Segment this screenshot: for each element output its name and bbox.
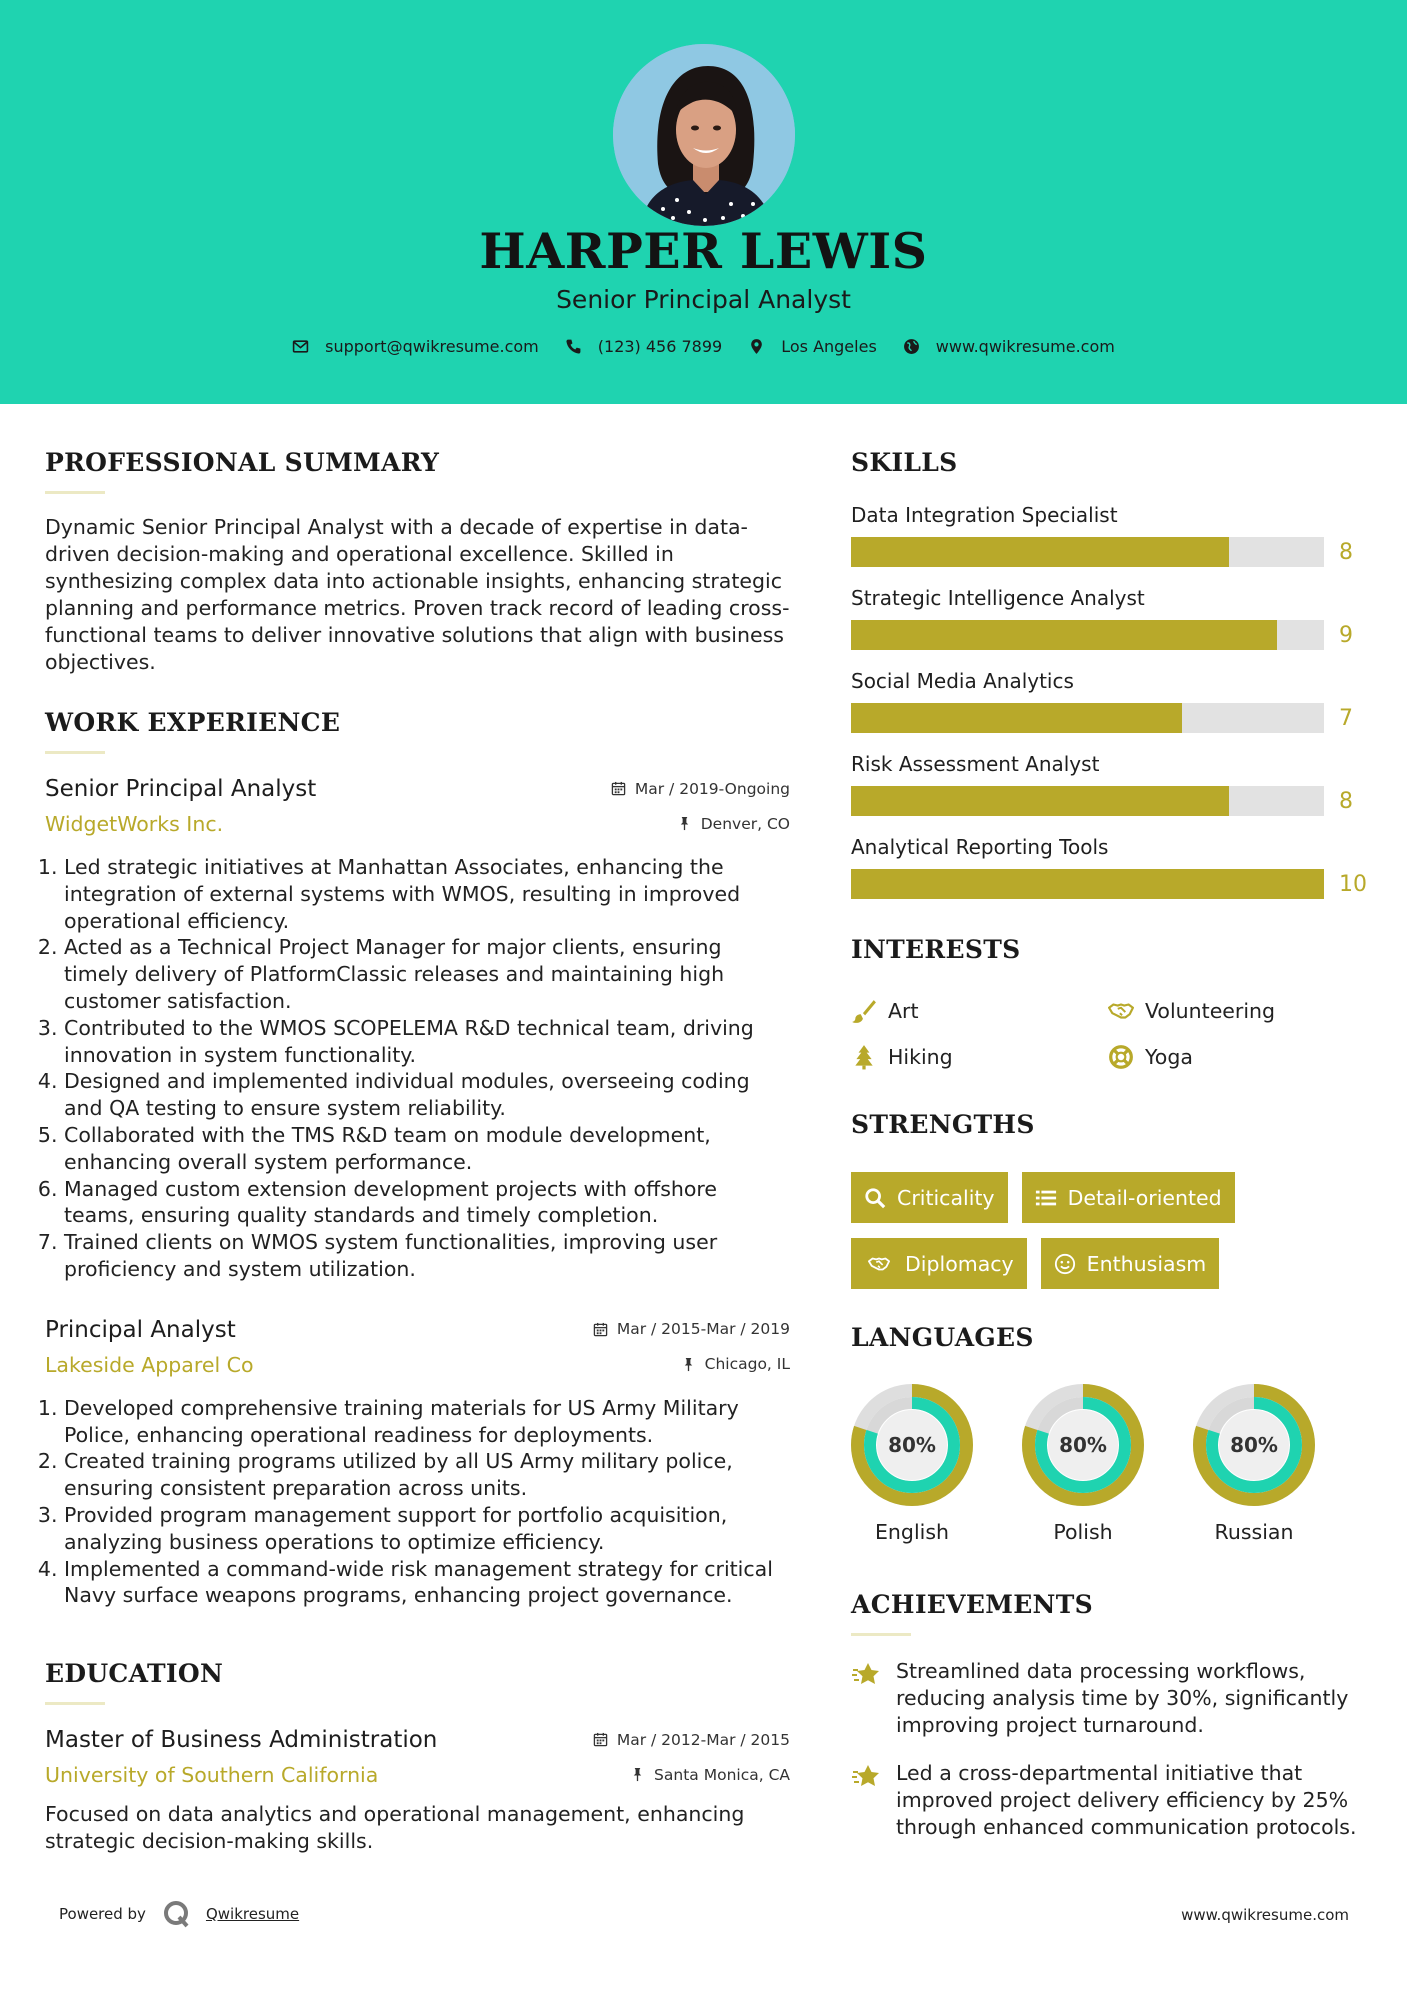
company-name: Lakeside Apparel Co [45, 1352, 254, 1377]
interests-grid [851, 998, 1371, 1070]
bullet-item: 3. Provided program management support for portfolio acquisition, analyzing business operations to optimize efficiency. [64, 1502, 790, 1556]
resume-header [0, 0, 1407, 404]
languages-list [851, 1384, 1371, 1544]
language-item [1193, 1384, 1364, 1544]
skill-item [851, 586, 1371, 650]
search-icon [864, 1187, 886, 1209]
skill-name: Analytical Reporting Tools [851, 835, 1109, 859]
interest-item [851, 1044, 1108, 1070]
experience-heading: WORK EXPERIENCE [45, 708, 341, 737]
strength-tag [851, 1172, 1008, 1223]
left-column [45, 448, 790, 1854]
contact-location [748, 337, 877, 356]
job-entry [45, 776, 790, 1283]
heading-divider [851, 1633, 911, 1636]
smile-icon [1054, 1253, 1076, 1275]
skill-bar-fill [851, 786, 1229, 816]
skill-bar-fill [851, 537, 1229, 567]
skill-bar-fill [851, 869, 1324, 899]
skill-bar-track [851, 703, 1324, 733]
language-percent: 80% [1230, 1433, 1278, 1457]
education-section [45, 1659, 790, 1854]
education-description: Focused on data analytics and operational management, enhancing strategic decision-making skills. [45, 1802, 745, 1853]
qwikresume-logo-icon [161, 1899, 191, 1929]
website-text: www.qwikresume.com [935, 337, 1115, 356]
candidate-name: HARPER LEWIS [479, 222, 928, 280]
globe-icon [903, 338, 920, 355]
skill-name: Social Media Analytics [851, 669, 1074, 693]
strength-tags [851, 1172, 1371, 1304]
interest-label: Yoga [1145, 1045, 1193, 1069]
phone-text: (123) 456 7899 [597, 337, 723, 356]
language-percent: 80% [888, 1433, 936, 1457]
education-heading: EDUCATION [45, 1659, 224, 1689]
candidate-title: Senior Principal Analyst [556, 285, 851, 314]
calendar-icon [593, 1732, 608, 1747]
bullet-item: 4. Designed and implemented individual modules, overseeing coding and QA testing to ensure system reliability. [64, 1068, 790, 1122]
handshake-icon [1108, 998, 1134, 1024]
tree-icon [851, 1044, 877, 1070]
handshake-icon [864, 1253, 894, 1275]
languages-section [851, 1323, 1371, 1544]
skill-bar-fill [851, 703, 1182, 733]
pushpin-icon [630, 1767, 645, 1782]
skill-level: 8 [1339, 539, 1353, 565]
calendar-icon [593, 1322, 608, 1337]
achievement-text: Led a cross-departmental initiative that improved project delivery efficiency by 25% through enhanced communication protocols. [896, 1761, 1357, 1839]
skill-item [851, 752, 1371, 816]
interest-item [851, 998, 1108, 1024]
bullet-item: 7. Trained clients on WMOS system functionalities, improving user proficiency and system utilization. [64, 1229, 790, 1283]
skill-row [851, 786, 1371, 816]
job-dates [611, 780, 790, 798]
bullet-item: 3. Contributed to the WMOS SCOPELEMA R&D technical team, driving innovation in system functionality. [64, 1015, 790, 1069]
strengths-heading: STRENGTHS [851, 1110, 1035, 1139]
skill-row [851, 703, 1371, 733]
job-location [677, 815, 790, 833]
skill-level: 10 [1339, 871, 1367, 897]
strength-tag [851, 1238, 1027, 1289]
experience-section [45, 708, 790, 1609]
phone-icon [565, 338, 582, 355]
map-pin-icon [748, 338, 765, 355]
job-location-text: Chicago, IL [704, 1355, 790, 1374]
education-dates-text: Mar / 2012-Mar / 2015 [616, 1730, 790, 1749]
summary-heading: PROFESSIONAL SUMMARY [45, 448, 440, 477]
job-dates-text: Mar / 2015-Mar / 2019 [616, 1320, 790, 1339]
email-text: support@qwikresume.com [325, 337, 539, 356]
language-item [1022, 1384, 1193, 1544]
job-title: Senior Principal Analyst [45, 776, 317, 802]
bullet-item: 2. Acted as a Technical Project Manager for major clients, ensuring timely delivery of PlatformClassic releases and maintaining high customer satisfaction. [64, 934, 790, 1014]
heading-divider [45, 1702, 105, 1705]
education-location [630, 1766, 790, 1784]
profile-photo [613, 44, 795, 226]
strength-label: Criticality [897, 1185, 995, 1210]
location-text: Los Angeles [781, 337, 877, 356]
footer-website[interactable]: www.qwikresume.com [1181, 1906, 1349, 1924]
language-percent: 80% [1059, 1433, 1107, 1457]
skill-name: Strategic Intelligence Analyst [851, 586, 1145, 610]
heading-divider [45, 491, 105, 494]
bullet-item: 1. Developed comprehensive training materials for US Army Military Police, enhancing operational readiness for deployments. [64, 1395, 790, 1449]
achievements-section [851, 1590, 1371, 1841]
interest-label: Volunteering [1145, 999, 1276, 1023]
skill-level: 7 [1339, 705, 1353, 731]
job-title: Principal Analyst [45, 1316, 236, 1343]
contact-website[interactable] [903, 337, 1115, 356]
skill-level: 8 [1339, 788, 1353, 814]
pushpin-icon [677, 816, 692, 831]
skills-section [851, 448, 1371, 899]
skills-list [851, 503, 1371, 899]
bullet-item: 6. Managed custom extension development projects with offshore teams, ensuring quality standards and timely completion. [64, 1176, 790, 1230]
paintbrush-icon [851, 998, 877, 1024]
education-entry [45, 1727, 790, 1854]
job-dates-text: Mar / 2019-Ongoing [634, 779, 790, 798]
skill-bar-fill [851, 620, 1277, 650]
bullet-item: 5. Collaborated with the TMS R&D team on module development, enhancing overall system performance. [64, 1122, 790, 1176]
skill-row [851, 869, 1371, 899]
achievement-item [851, 1760, 1371, 1840]
language-name: Russian [1214, 1520, 1294, 1544]
language-name: English [874, 1520, 950, 1544]
language-ring [851, 1384, 973, 1506]
skill-name: Risk Assessment Analyst [851, 752, 1100, 776]
star-badge-icon [851, 1762, 881, 1792]
bullet-item: 4. Implemented a command-wide risk management strategy for critical Navy surface weapons programs, enhancing project governance. [64, 1556, 790, 1610]
interest-label: Hiking [888, 1045, 953, 1069]
skill-bar-track [851, 869, 1324, 899]
strength-tag [1022, 1172, 1235, 1223]
summary-text: Dynamic Senior Principal Analyst with a decade of expertise in data-driven decision-making and operational excellence. Skilled in synthesizing complex data into actionable insights, enhancing strategic planning and performance metrics. Proven track record of leading cross-functional teams to deliver innovative solutions that align with business objectives. [45, 515, 790, 674]
skill-bar-track [851, 786, 1324, 816]
skill-item [851, 503, 1371, 567]
language-name: Polish [1053, 1520, 1113, 1544]
heading-divider [45, 751, 105, 754]
job-bullets [45, 1395, 790, 1609]
right-column [851, 448, 1371, 1841]
skill-bar-track [851, 620, 1324, 650]
languages-heading: LANGUAGES [851, 1323, 1034, 1352]
skill-row [851, 620, 1371, 650]
interests-section [851, 935, 1371, 1070]
interest-item [1108, 998, 1365, 1024]
skill-name: Data Integration Specialist [851, 503, 1118, 527]
strength-label: Enthusiasm [1086, 1251, 1207, 1276]
language-item [851, 1384, 1022, 1544]
school-name: University of Southern California [45, 1763, 379, 1788]
powered-by-text: Powered by [59, 1905, 146, 1923]
interest-label: Art [888, 999, 919, 1023]
qwikresume-link[interactable]: Qwikresume [205, 1905, 300, 1923]
education-location-text: Santa Monica, CA [654, 1765, 790, 1784]
job-entry [45, 1317, 790, 1609]
achievement-text: Streamlined data processing workflows, reducing analysis time by 30%, significantly improving project turnaround. [896, 1659, 1349, 1737]
job-bullets [45, 854, 790, 1283]
achievement-item [851, 1658, 1371, 1738]
skills-heading: SKILLS [851, 448, 958, 477]
skill-level: 9 [1339, 622, 1353, 648]
skill-item [851, 669, 1371, 733]
list-icon [1035, 1187, 1057, 1209]
pushpin-icon [681, 1357, 696, 1372]
star-badge-icon [851, 1660, 881, 1690]
strength-label: Detail-oriented [1067, 1185, 1222, 1210]
job-dates [593, 1320, 790, 1338]
skill-item [851, 835, 1371, 899]
company-name: WidgetWorks Inc. [45, 812, 224, 836]
language-ring [1022, 1384, 1144, 1506]
job-location [681, 1355, 790, 1373]
lifebuoy-icon [1108, 1044, 1134, 1070]
strength-tag [1041, 1238, 1220, 1289]
contact-bar [0, 337, 1407, 356]
degree-title: Master of Business Administration [45, 1727, 438, 1754]
job-location-text: Denver, CO [700, 814, 790, 833]
calendar-icon [611, 781, 626, 796]
contact-phone[interactable] [565, 337, 722, 356]
education-dates [593, 1731, 790, 1749]
language-ring [1193, 1384, 1315, 1506]
bullet-item: 2. Created training programs utilized by all US Army military police, ensuring consistent preparation across units. [64, 1448, 790, 1502]
envelope-icon [292, 338, 309, 355]
interest-item [1108, 1044, 1365, 1070]
achievements-heading: ACHIEVEMENTS [851, 1590, 1093, 1619]
strengths-section [851, 1110, 1371, 1304]
interests-heading: INTERESTS [851, 935, 1021, 964]
skill-row [851, 537, 1371, 567]
skill-bar-track [851, 537, 1324, 567]
summary-section [45, 448, 790, 676]
contact-email[interactable] [292, 337, 539, 356]
strength-label: Diplomacy [905, 1251, 1014, 1276]
footer-powered-by [59, 1899, 299, 1929]
bullet-item: 1. Led strategic initiatives at Manhattan Associates, enhancing the integration of external systems with WMOS, resulting in improved operational efficiency. [64, 854, 790, 934]
